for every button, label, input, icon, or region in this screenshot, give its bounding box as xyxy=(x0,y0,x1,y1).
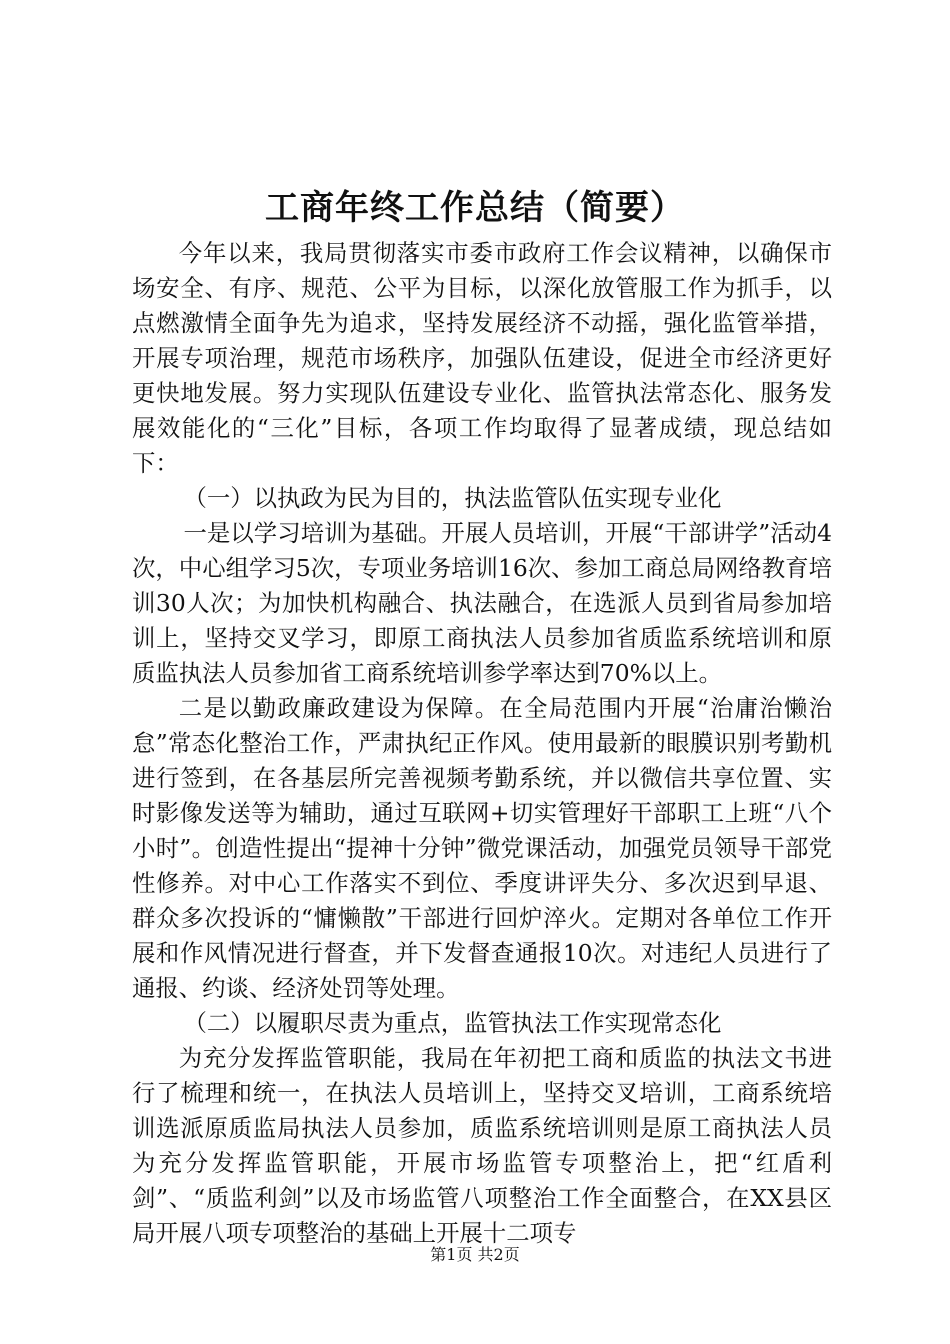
section-heading-2: （二）以履职尽责为重点，监管执法工作实现常态化 xyxy=(183,1009,722,1037)
document-title: 工商年终工作总结（简要） xyxy=(265,188,685,228)
section-heading-1: （一）以执政为民为目的，执法监管队伍实现专业化 xyxy=(183,484,722,512)
page-number-footer: 第1页 共2页 xyxy=(430,1245,520,1264)
integrity-paragraph: 二是以勤政廉政建设为保障。在全局范围内开展“治庸治懒治怠”常态化整治工作，严肃执纪正作风。使用最新的眼膜识别考勤机进行签到，在各基层所完善视频考勤系统，并以微信共享位置、实时影像发送等为辅助，通过互联网+切实管理好干部职工上班“八个小时”。创造性提出“提神十分钟”微党课活动，加强党员领导干部党性修养。对中心工作落实不到位、季度讲评失分、多次迟到早退、群众多次投诉的“慵懒散”干部进行回炉淬火。定期对各单位工作开展和作风情况进行督查，并下发督查通报10次。对违纪人员进行了通报、约谈、经济处罚等处理。 xyxy=(132,694,832,1002)
training-paragraph: 一是以学习培训为基础。开展人员培训，开展“干部讲学”活动4次，中心组学习5次，专项业务培训16次、参加工商总局网络教育培训30人次；为加快机构融合、执法融合，在选派人员到省局参加培训上，坚持交叉学习，即原工商执法人员参加省质监系统培训和原质监执法人员参加省工商系统培训参学率达到70%以上。 xyxy=(132,519,832,687)
document-body xyxy=(132,236,832,1251)
intro-paragraph: 今年以来，我局贯彻落实市委市政府工作会议精神，以确保市场安全、有序、规范、公平为目标，以深化放管服工作为抓手，以点燃激情全面争先为追求，坚持发展经济不动摇，强化监管举措，开展专项治理，规范市场秩序，加强队伍建设，促进全市经济更好更快地发展。努力实现队伍建设专业化、监管执法常态化、服务发展效能化的“三化”目标，各项工作均取得了显著成绩，现总结如下： xyxy=(132,239,832,477)
supervision-paragraph: 为充分发挥监管职能，我局在年初把工商和质监的执法文书进行了梳理和统一，在执法人员培训上，坚持交叉培训，工商系统培训选派原质监局执法人员参加，质监系统培训则是原工商执法人员为充分发挥监管职能，开展市场监管专项整治上，把“红盾利剑”、“质监利剑”以及市场监管八项整治工作全面整合，在XX县区局开展八项专项整治的基础上开展十二项专 xyxy=(132,1044,832,1247)
